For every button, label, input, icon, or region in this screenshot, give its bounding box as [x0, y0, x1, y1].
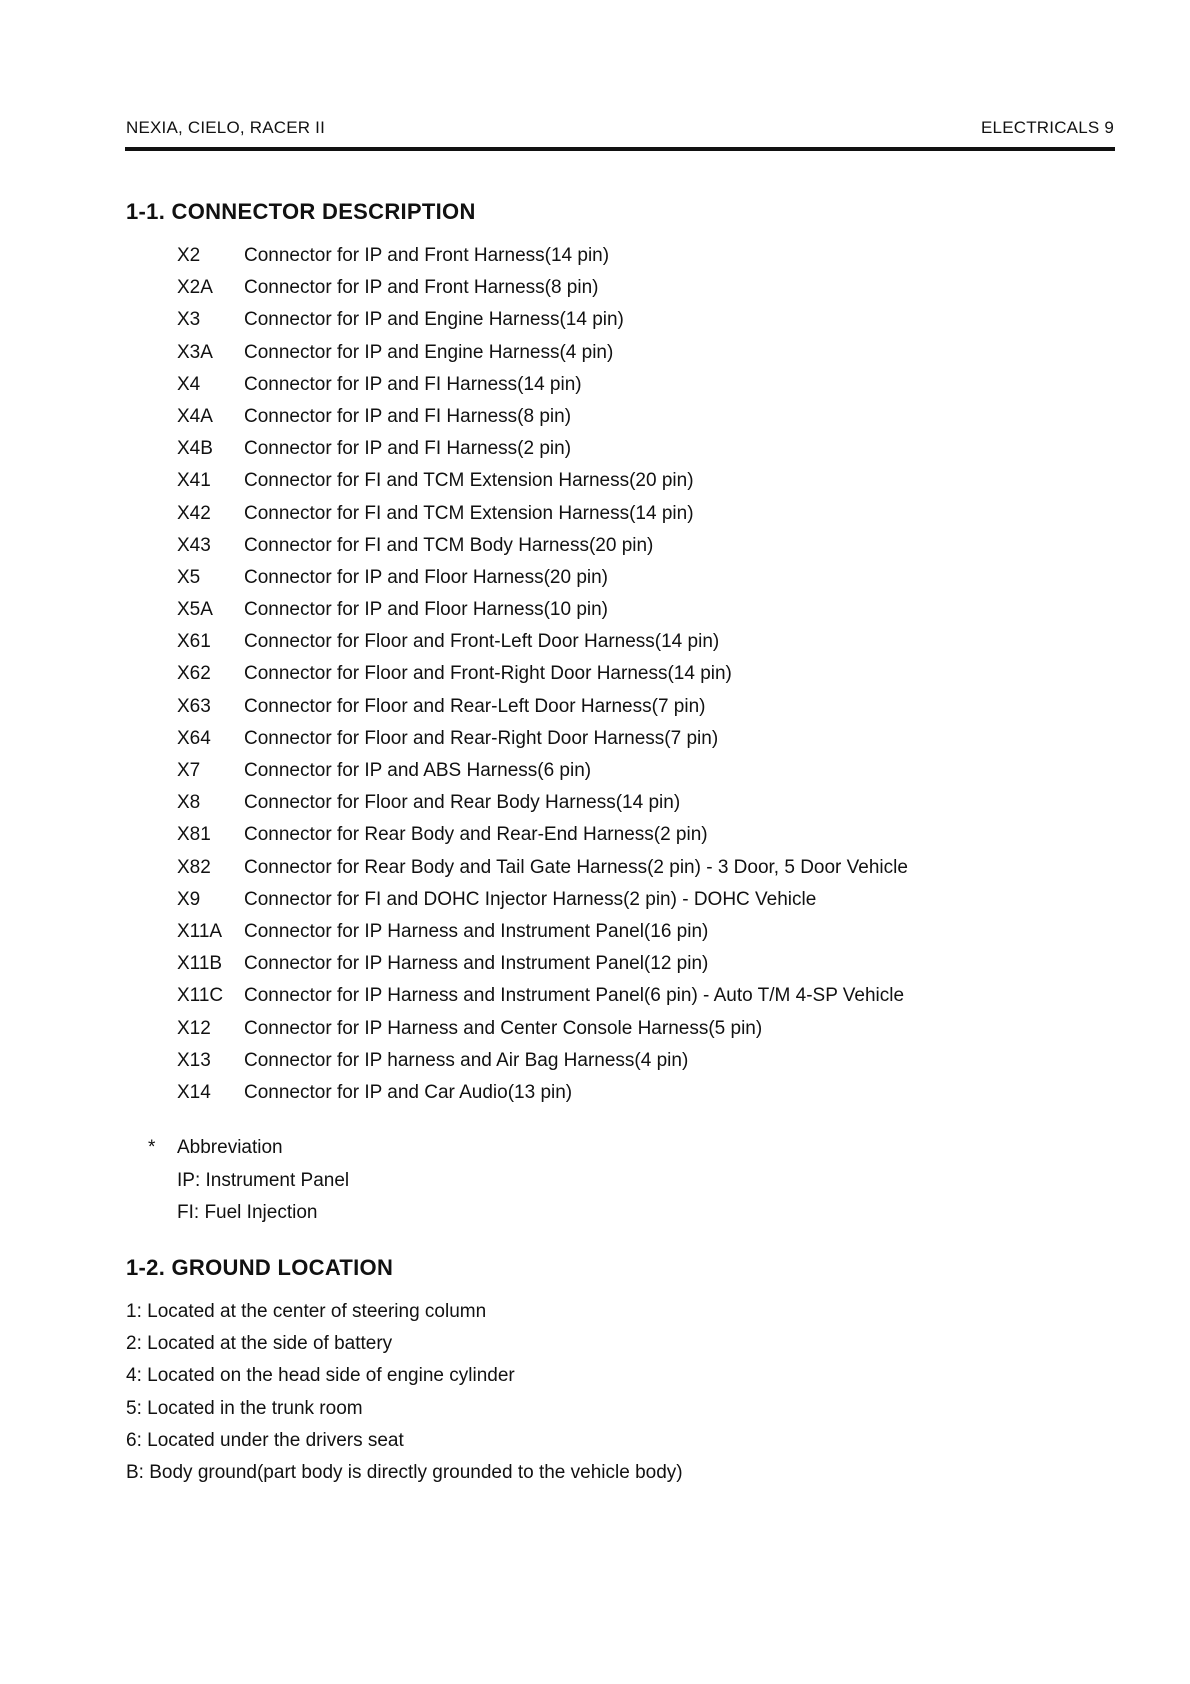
connector-row — [177, 948, 908, 980]
connector-description: Connector for IP and Engine Harness(14 pin) — [244, 309, 624, 331]
connector-description: Connector for IP Harness and Center Console Harness(5 pin) — [244, 1017, 763, 1039]
ground-location-item: 4: Located on the head side of engine cylinder — [126, 1365, 515, 1387]
connector-description: Connector for FI and DOHC Injector Harness(2 pin) - DOHC Vehicle — [244, 888, 817, 910]
connector-row — [177, 1077, 908, 1109]
connector-description: Connector for IP Harness and Instrument Panel(6 pin) - Auto T/M 4-SP Vehicle — [244, 985, 905, 1007]
page-header — [126, 118, 1114, 140]
connector-description: Connector for IP and Car Audio(13 pin) — [244, 1081, 573, 1103]
abbreviation-item: IP: Instrument Panel — [177, 1169, 350, 1191]
asterisk-marker: * — [148, 1137, 156, 1158]
connector-row — [177, 401, 908, 433]
connector-description: Connector for Rear Body and Tail Gate Harness(2 pin) - 3 Door, 5 Door Vehicle — [244, 856, 908, 878]
connector-description: Connector for IP and FI Harness(14 pin) — [244, 373, 582, 395]
connector-code: X43 — [177, 534, 211, 556]
connector-row — [177, 433, 908, 465]
connector-row — [177, 691, 908, 723]
connector-code: X64 — [177, 727, 211, 749]
connector-code: X81 — [177, 824, 211, 846]
connector-description: Connector for FI and TCM Extension Harness(14 pin) — [244, 502, 694, 524]
connector-description: Connector for Floor and Rear Body Harness(14 pin) — [244, 792, 681, 814]
connector-code: X3 — [177, 309, 201, 331]
connector-list — [177, 240, 908, 1109]
connector-description: Connector for Rear Body and Rear-End Harness(2 pin) — [244, 824, 708, 846]
ground-location-title: 1-2. GROUND LOCATION — [126, 1255, 394, 1280]
connector-description: Connector for IP harness and Air Bag Harness(4 pin) — [244, 1049, 689, 1071]
ground-location-item: 2: Located at the side of battery — [126, 1333, 393, 1355]
connector-row — [177, 272, 908, 304]
connector-row — [177, 240, 908, 272]
header-section-page: ELECTRICALS 9 — [981, 118, 1114, 137]
connector-code: X42 — [177, 502, 211, 524]
connector-code: X41 — [177, 470, 211, 492]
connector-code: X3A — [177, 341, 213, 363]
connector-description: Connector for IP and Front Harness(8 pin) — [244, 277, 599, 299]
connector-code: X8 — [177, 792, 201, 814]
connector-row — [177, 562, 908, 594]
connector-row — [177, 304, 908, 336]
connector-row — [177, 1045, 908, 1077]
connector-description: Connector for IP and Engine Harness(4 pin) — [244, 341, 614, 363]
connector-description: Connector for IP and FI Harness(8 pin) — [244, 405, 572, 427]
connector-code: X11C — [177, 985, 224, 1007]
connector-code: X62 — [177, 663, 211, 685]
ground-location-item: 5: Located in the trunk room — [126, 1397, 363, 1419]
connector-row — [177, 980, 908, 1012]
connector-code: X7 — [177, 760, 201, 781]
connector-code: X5 — [177, 566, 201, 588]
header-vehicle-models: NEXIA, CIELO, RACER II — [126, 118, 326, 137]
connector-row — [177, 465, 908, 497]
connector-description: Connector for IP and Floor Harness(10 pin) — [244, 599, 608, 621]
connector-code: X5A — [177, 599, 213, 621]
connector-code: X63 — [177, 695, 211, 717]
connector-row — [177, 852, 908, 884]
abbreviation-title: Abbreviation — [177, 1137, 283, 1158]
connector-code: X14 — [177, 1081, 211, 1103]
ground-location-list — [126, 1296, 683, 1489]
connector-description: Connector for IP Harness and Instrument Panel(12 pin) — [244, 953, 709, 975]
connector-code: X4A — [177, 405, 213, 427]
connector-description: Connector for IP and Front Harness(14 pin) — [244, 245, 610, 266]
connector-description: Connector for FI and TCM Extension Harness(20 pin) — [244, 470, 694, 492]
connector-description: Connector for Floor and Rear-Left Door Harness(7 pin) — [244, 695, 706, 717]
connector-description: Connector for Floor and Front-Left Door Harness(14 pin) — [244, 631, 720, 653]
connector-row — [177, 884, 908, 916]
connector-row — [177, 498, 908, 530]
connector-row — [177, 1013, 908, 1045]
connector-code: X11A — [177, 920, 223, 942]
connector-row — [177, 755, 908, 787]
connector-description: Connector for Floor and Front-Right Door Harness(14 pin) — [244, 663, 732, 685]
connector-code: X82 — [177, 856, 211, 878]
connector-row — [177, 787, 908, 819]
connector-code: X2 — [177, 245, 201, 266]
connector-code: X9 — [177, 888, 201, 910]
connector-code: X11B — [177, 953, 223, 975]
connector-code: X13 — [177, 1049, 211, 1071]
connector-row — [177, 594, 908, 626]
ground-location-item: 6: Located under the drivers seat — [126, 1429, 404, 1451]
connector-code: X12 — [177, 1017, 211, 1039]
connector-description: Connector for Floor and Rear-Right Door Harness(7 pin) — [244, 727, 719, 749]
connector-row — [177, 723, 908, 755]
connector-row — [177, 530, 908, 562]
abbreviation-block — [148, 1132, 349, 1230]
connector-row — [177, 658, 908, 690]
connector-code: X4 — [177, 373, 201, 395]
connector-description: Connector for IP and FI Harness(2 pin) — [244, 438, 572, 460]
connector-description: Connector for FI and TCM Body Harness(20 pin) — [244, 534, 654, 556]
ground-location-item: B: Body ground(part body is directly grounded to the vehicle body) — [126, 1461, 683, 1483]
connector-description: Connector for IP and ABS Harness(6 pin) — [244, 760, 592, 781]
connector-description-title: 1-1. CONNECTOR DESCRIPTION — [126, 199, 476, 224]
ground-location-item: 1: Located at the center of steering column — [126, 1301, 487, 1322]
abbreviation-item: FI: Fuel Injection — [177, 1202, 318, 1223]
connector-row — [177, 337, 908, 369]
connector-code: X4B — [177, 438, 213, 460]
connector-code: X61 — [177, 631, 211, 653]
header-divider — [125, 147, 1115, 151]
connector-description: Connector for IP and Floor Harness(20 pin) — [244, 566, 608, 588]
connector-code: X2A — [177, 277, 213, 299]
connector-description: Connector for IP Harness and Instrument Panel(16 pin) — [244, 920, 709, 942]
connector-row — [177, 916, 908, 948]
connector-row — [177, 626, 908, 658]
connector-row — [177, 369, 908, 401]
connector-row — [177, 819, 908, 851]
